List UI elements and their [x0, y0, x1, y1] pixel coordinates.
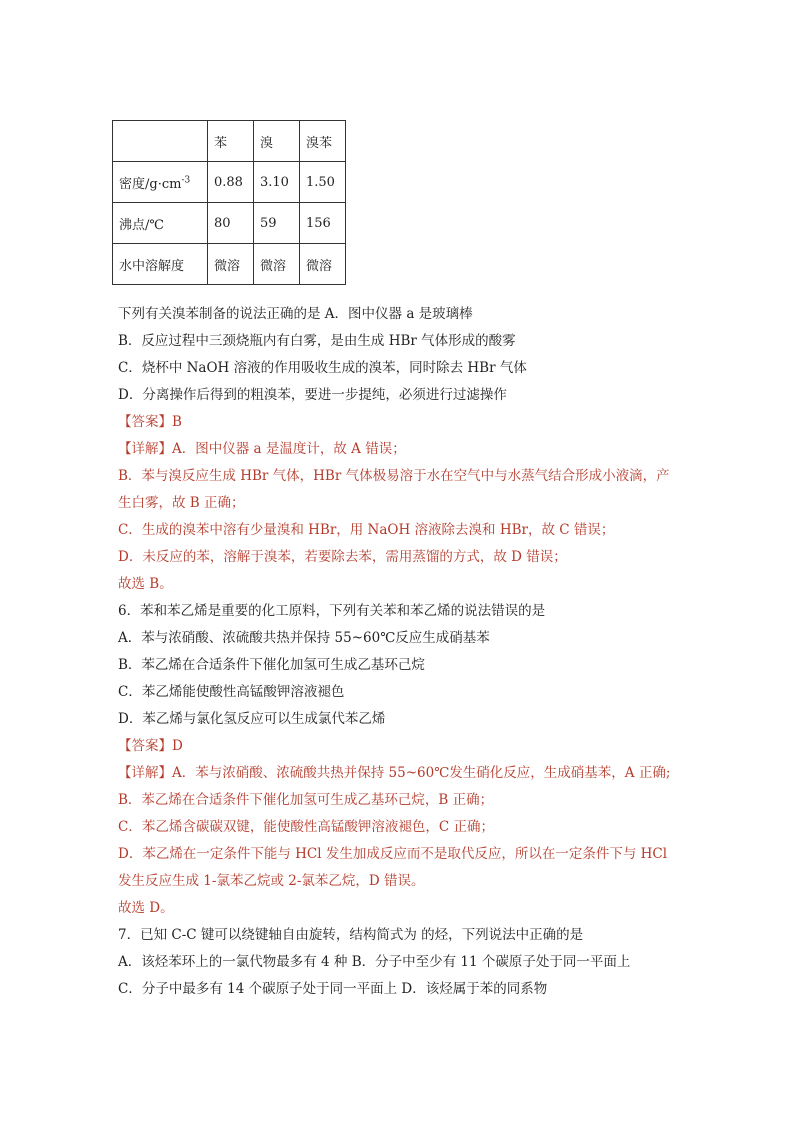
properties-table: [112, 120, 346, 285]
table-header-cell: 苯: [208, 121, 254, 162]
q6-option-c: C．苯乙烯能使酸性高锰酸钾溶液褪色: [118, 684, 345, 700]
q5-detail-line: D．未反应的苯，溶解于溴苯，若要除去苯，需用蒸馏的方式，故 D 错误；: [118, 549, 567, 565]
density-unit-exponent: -3: [181, 175, 191, 186]
q6-detail-line: B．苯乙烯在合适条件下催化加氢可生成乙基环己烷，B 正确；: [118, 792, 494, 808]
table-cell: 80: [208, 203, 254, 244]
q5-detail-line: 【详解】A．图中仪器 a 是温度计，故 A 错误；: [118, 441, 406, 457]
table-header-row: [113, 121, 346, 162]
table-cell: 微溶: [300, 244, 346, 285]
q6-answer: 【答案】D: [118, 738, 183, 754]
q5-detail-line: C．生成的溴苯中溶有少量溴和 HBr，用 NaOH 溶液除去溴和 HBr，故 C 错误；: [118, 522, 615, 538]
table-row: [113, 203, 346, 244]
q6-detail-line: D．苯乙烯在一定条件下能与 HCl 发生加成反应而不是取代反应，所以在一定条件下与 HCl: [118, 846, 668, 862]
q5-detail-line: 生白雾，故 B 正确；: [118, 495, 245, 511]
q6-option-d: D．苯乙烯与氯化氢反应可以生成氯代苯乙烯: [118, 711, 386, 727]
density-unit: /g·cm: [145, 176, 182, 192]
q6-detail-line: 【详解】A．苯与浓硝酸、浓硫酸共热并保持 55~60℃发生硝化反应，生成硝基苯，A 正确;: [118, 765, 671, 781]
density-label: 密度: [119, 176, 146, 192]
table-row-label: 水中溶解度: [113, 244, 208, 285]
table-row: [113, 244, 346, 285]
q5-conclusion: 故选 B。: [118, 576, 173, 592]
table-row-label: [113, 162, 208, 203]
q5-detail-line: B．苯与溴反应生成 HBr 气体，HBr 气体极易溶于水在空气中与水蒸气结合形成小液滴，产: [118, 468, 670, 484]
table-cell: 1.50: [300, 162, 346, 203]
table-cell: 微溶: [208, 244, 254, 285]
q6-detail-line: C．苯乙烯含碳碳双键，能使酸性高锰酸钾溶液褪色，C 正确；: [118, 819, 494, 835]
table-cell: 0.88: [208, 162, 254, 203]
q7-options-ab: A．该烃苯环上的一氯代物最多有 4 种 B．分子中至少有 11 个碳原子处于同一平面上: [118, 954, 631, 970]
table-header-cell: 溴苯: [300, 121, 346, 162]
table-header-cell: 溴: [254, 121, 300, 162]
table-cell: 59: [254, 203, 300, 244]
q6-conclusion: 故选 D。: [118, 900, 174, 916]
q5-option-c: C．烧杯中 NaOH 溶液的作用吸收生成的溴苯，同时除去 HBr 气体: [118, 360, 527, 376]
table-cell: 微溶: [254, 244, 300, 285]
q7-options-cd: C．分子中最多有 14 个碳原子处于同一平面上 D．该烃属于苯的同系物: [118, 981, 548, 997]
q7-stem: 7．已知 C-C 键可以绕键轴自由旋转，结构简式为 的烃，下列说法中正确的是: [118, 927, 584, 943]
q6-option-b: B．苯乙烯在合适条件下催化加氢可生成乙基环己烷: [118, 657, 425, 673]
table-header-cell: [113, 121, 208, 162]
table-cell: 3.10: [254, 162, 300, 203]
q6-detail-line: 发生反应生成 1-氯苯乙烷或 2-氯苯乙烷，D 错误。: [118, 873, 425, 889]
q5-option-d: D．分离操作后得到的粗溴苯，要进一步提纯，必须进行过滤操作: [118, 387, 507, 403]
q5-option-b: B．反应过程中三颈烧瓶内有白雾，是由生成 HBr 气体形成的酸雾: [118, 333, 516, 349]
q5-stem-option-a: 下列有关溴苯制备的说法正确的是 A．图中仪器 a 是玻璃棒: [118, 306, 473, 322]
q5-answer: 【答案】B: [118, 414, 182, 430]
table-cell: 156: [300, 203, 346, 244]
table-row-label: 沸点/℃: [113, 203, 208, 244]
table-row: [113, 162, 346, 203]
q6-stem: 6．苯和苯乙烯是重要的化工原料，下列有关苯和苯乙烯的说法错误的是: [118, 603, 546, 619]
q6-option-a: A．苯与浓硝酸、浓硫酸共热并保持 55~60℃反应生成硝基苯: [118, 630, 490, 646]
